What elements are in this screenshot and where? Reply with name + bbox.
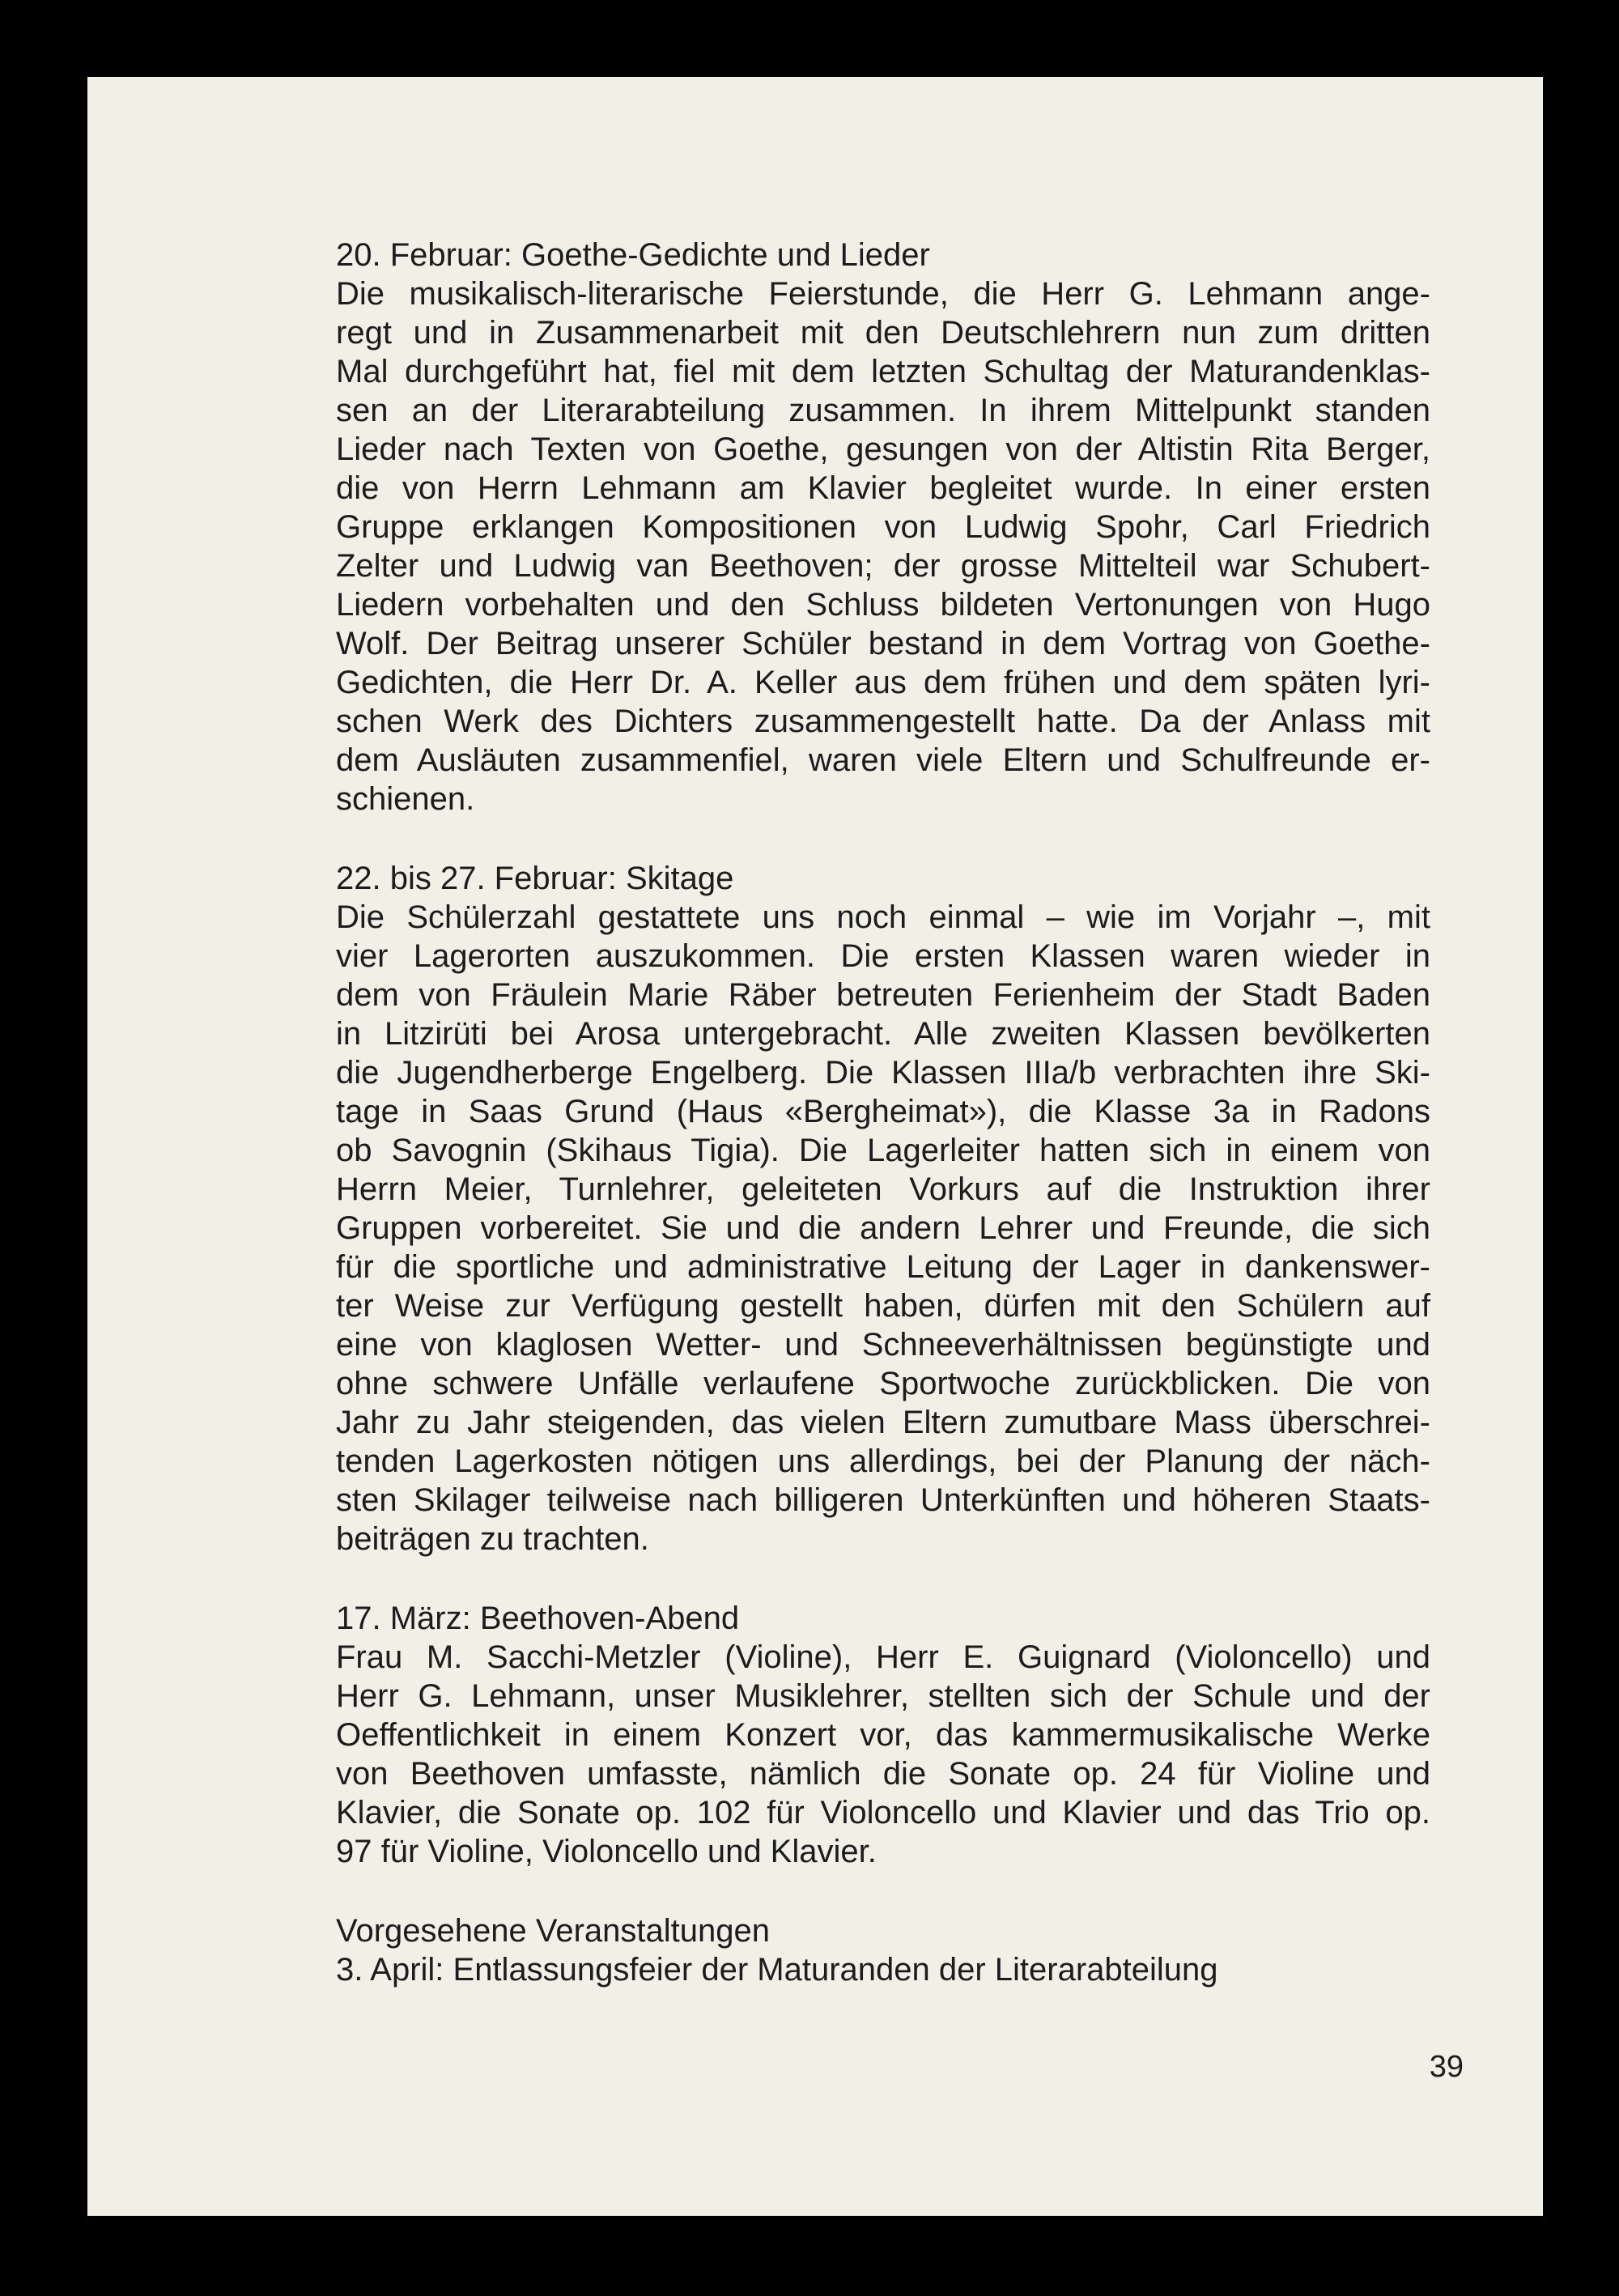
paragraph-line: die Jugendherberge Engelberg. Die Klassen IIIa/b verbrachten ihre Ski- xyxy=(336,1055,1430,1091)
paragraph-line: dem Ausläuten zusammenfiel, waren viele Eltern und Schulfreunde er- xyxy=(336,742,1430,778)
paragraph-line: Die Schülerzahl gestattete uns noch einmal – wie im Vorjahr –, mit xyxy=(336,899,1430,935)
paragraph-line: tenden Lagerkosten nötigen uns allerdings, bei der Planung der näch- xyxy=(336,1444,1430,1479)
paragraph-line: schienen. xyxy=(336,781,475,817)
paragraph-line: Zelter und Ludwig van Beethoven; der grosse Mittelteil war Schubert- xyxy=(336,548,1430,584)
paragraph-line: ohne schwere Unfälle verlaufene Sportwoche zurückblicken. Die von xyxy=(336,1366,1430,1401)
paragraph-line: Herr G. Lehmann, unser Musiklehrer, stellten sich der Schule und der xyxy=(336,1678,1430,1714)
paragraph-line: Mal durchgeführt hat, fiel mit dem letzten Schultag der Maturandenklas- xyxy=(336,354,1430,389)
paragraph-line: Wolf. Der Beitrag unserer Schüler bestand in dem Vortrag von Goethe- xyxy=(336,626,1430,661)
section-heading: 17. März: Beethoven-Abend xyxy=(336,1601,740,1636)
paragraph-line: dem von Fräulein Marie Räber betreuten Ferienheim der Stadt Baden xyxy=(336,977,1430,1013)
paragraph-line: Die musikalisch-literarische Feierstunde, die Herr G. Lehmann ange- xyxy=(336,276,1430,312)
paragraph-line: ob Savognin (Skihaus Tigia). Die Lagerleiter hatten sich in einem von xyxy=(336,1133,1430,1168)
paragraph-line: vier Lagerorten auszukommen. Die ersten Klassen waren wieder in xyxy=(336,938,1430,974)
paragraph-line: Herrn Meier, Turnlehrer, geleiteten Vorkurs auf die Instruktion ihrer xyxy=(336,1171,1430,1207)
section-beethoven xyxy=(336,1599,1430,1871)
section-skitage xyxy=(336,859,1430,1558)
section-heading: Vorgesehene Veranstaltungen xyxy=(336,1913,770,1949)
paragraph-line: Oeffentlichkeit in einem Konzert vor, das kammermusikalische Werke xyxy=(336,1717,1430,1753)
section-upcoming-events xyxy=(336,1911,1430,1989)
paragraph-line: Frau M. Sacchi-Metzler (Violine), Herr E. Guignard (Violoncello) und xyxy=(336,1639,1430,1675)
paragraph-line: Klavier, die Sonate op. 102 für Violoncello und Klavier und das Trio op. xyxy=(336,1795,1430,1830)
paragraph-line: Gruppen vorbereitet. Sie und die andern Lehrer und Freunde, die sich xyxy=(336,1210,1430,1246)
page-content xyxy=(336,236,1430,2030)
paragraph-line: Jahr zu Jahr steigenden, das vielen Eltern zumutbare Mass überschrei- xyxy=(336,1405,1430,1440)
paragraph-line: 97 für Violine, Violoncello und Klavier. xyxy=(336,1834,877,1869)
paragraph-line: regt und in Zusammenarbeit mit den Deutschlehrern nun zum dritten xyxy=(336,315,1430,351)
paragraph-line: Gedichten, die Herr Dr. A. Keller aus dem frühen und dem späten lyri- xyxy=(336,665,1430,700)
paragraph-line: ter Weise zur Verfügung gestellt haben, dürfen mit den Schülern auf xyxy=(336,1288,1430,1324)
paragraph-line: eine von klaglosen Wetter- und Schneeverhältnissen begünstigte und xyxy=(336,1327,1430,1363)
paragraph-line: sen an der Literarabteilung zusammen. In ihrem Mittelpunkt standen xyxy=(336,393,1430,428)
paragraph-line: Gruppe erklangen Kompositionen von Ludwig Spohr, Carl Friedrich xyxy=(336,509,1430,545)
paragraph-line: tage in Saas Grund (Haus «Bergheimat»), die Klasse 3a in Radons xyxy=(336,1094,1430,1129)
page-number: 39 xyxy=(1429,2050,1464,2084)
document-page xyxy=(87,77,1543,2216)
paragraph-line: für die sportliche und administrative Leitung der Lager in dankenswer- xyxy=(336,1249,1430,1285)
paragraph-line: schen Werk des Dichters zusammengestellt hatte. Da der Anlass mit xyxy=(336,704,1430,739)
section-goethe xyxy=(336,236,1430,818)
paragraph-line: Lieder nach Texten von Goethe, gesungen von der Altistin Rita Berger, xyxy=(336,432,1430,467)
section-heading: 20. Februar: Goethe-Gedichte und Lieder xyxy=(336,237,930,273)
paragraph-line: 3. April: Entlassungsfeier der Maturanden der Literarabteilung xyxy=(336,1952,1218,1988)
paragraph-line: Liedern vorbehalten und den Schluss bildeten Vertonungen von Hugo xyxy=(336,587,1430,623)
paragraph-line: sten Skilager teilweise nach billigeren Unterkünften und höheren Staats- xyxy=(336,1482,1430,1518)
section-heading: 22. bis 27. Februar: Skitage xyxy=(336,861,734,896)
paragraph-line: von Beethoven umfasste, nämlich die Sonate op. 24 für Violine und xyxy=(336,1756,1430,1792)
paragraph-line: beiträgen zu trachten. xyxy=(336,1521,649,1557)
paragraph-line: die von Herrn Lehmann am Klavier begleitet wurde. In einer ersten xyxy=(336,470,1430,506)
paragraph-line: in Litzirüti bei Arosa untergebracht. Alle zweiten Klassen bevölkerten xyxy=(336,1016,1430,1052)
